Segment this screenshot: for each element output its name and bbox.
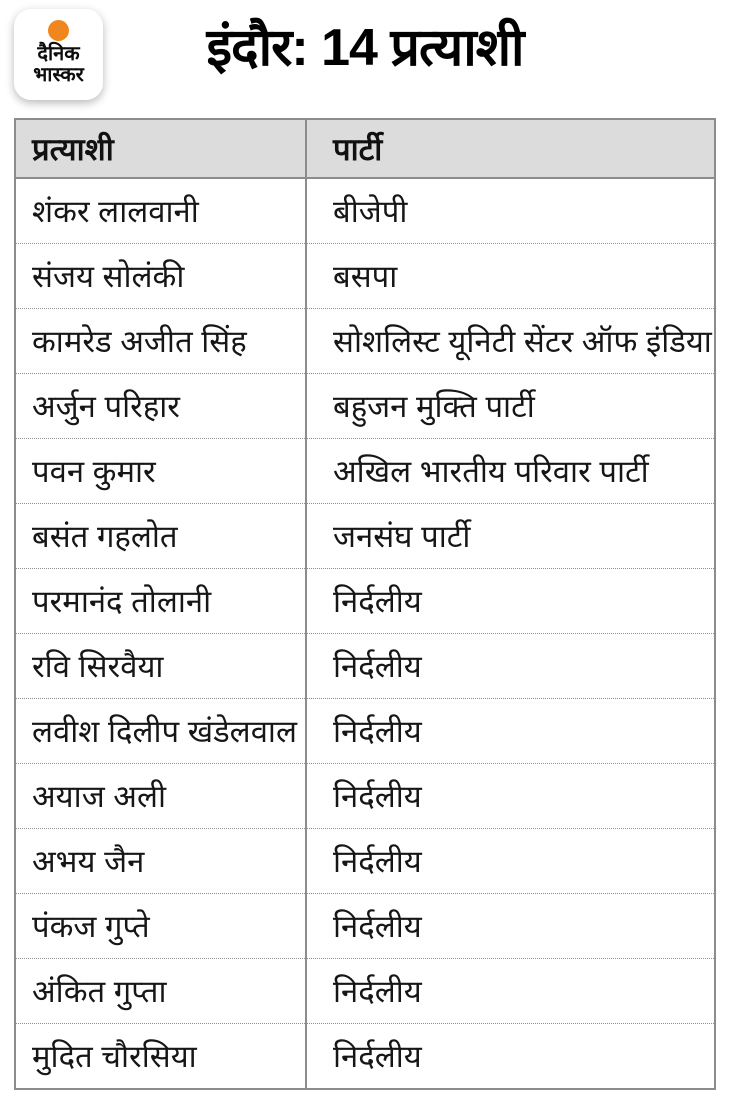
party-name-cell: बीजेपी — [306, 178, 715, 244]
candidate-name-cell: अयाज अली — [15, 764, 306, 829]
table-row — [15, 374, 715, 439]
candidate-name-cell: लवीश दिलीप खंडेलवाल — [15, 699, 306, 764]
party-name-cell: निर्दलीय — [306, 569, 715, 634]
table-header-row — [15, 119, 715, 178]
logo-text-line2: भास्कर — [33, 64, 84, 86]
candidate-name-cell: पवन कुमार — [15, 439, 306, 504]
table-row — [15, 309, 715, 374]
candidate-name-cell: शंकर लालवानी — [32, 194, 199, 229]
page-title: इंदौर: 14 प्रत्याशी — [206, 19, 524, 77]
party-name-cell: निर्दलीय — [306, 764, 715, 829]
candidate-name-cell: पंकज गुप्ते — [15, 894, 306, 959]
candidates-table — [14, 118, 716, 1090]
party-name-cell: निर्दलीय — [306, 634, 715, 699]
table-row — [15, 439, 715, 504]
table-row — [15, 178, 715, 244]
party-name-cell: बसपा — [306, 244, 715, 309]
candidate-name-cell: अर्जुन परिहार — [15, 374, 306, 439]
candidate-name-cell: परमानंद तोलानी — [15, 569, 306, 634]
candidate-name-cell: कामरेड अजीत सिंह — [15, 309, 306, 374]
party-name-cell: निर्दलीय — [306, 829, 715, 894]
party-name-cell: निर्दलीय — [306, 699, 715, 764]
party-name-cell: जनसंघ पार्टी — [306, 504, 715, 569]
table-row — [15, 244, 715, 309]
candidate-name-cell: अभय जैन — [15, 829, 306, 894]
table-row — [15, 959, 715, 1024]
party-name-cell: निर्दलीय — [306, 959, 715, 1024]
party-name-cell: सोशलिस्ट यूनिटी सेंटर ऑफ इंडिया — [306, 309, 715, 374]
candidate-name-cell: बसंत गहलोत — [15, 504, 306, 569]
column-header-party: पार्टी — [306, 119, 715, 178]
party-name-cell: बहुजन मुक्ति पार्टी — [306, 374, 715, 439]
table-row — [15, 569, 715, 634]
table-row — [15, 504, 715, 569]
column-header-candidate: प्रत्याशी — [15, 119, 306, 178]
candidate-name-cell: संजय सोलंकी — [15, 244, 306, 309]
table-row — [15, 829, 715, 894]
candidate-name-cell: रवि सिरवैया — [15, 634, 306, 699]
party-name-cell: निर्दलीय — [306, 894, 715, 959]
party-name-cell: अखिल भारतीय परिवार पार्टी — [306, 439, 715, 504]
table-row — [15, 699, 715, 764]
party-name-cell: निर्दलीय — [306, 1024, 715, 1090]
logo-text-line1: दैनिक — [37, 43, 80, 65]
table-row — [15, 1024, 715, 1090]
table-body — [15, 178, 715, 1089]
page-header — [0, 0, 730, 118]
table-row — [15, 764, 715, 829]
candidate-name-cell: अंकित गुप्ता — [15, 959, 306, 1024]
candidate-name-cell: मुदित चौरसिया — [15, 1024, 306, 1090]
table-row — [15, 894, 715, 959]
table-row — [15, 634, 715, 699]
